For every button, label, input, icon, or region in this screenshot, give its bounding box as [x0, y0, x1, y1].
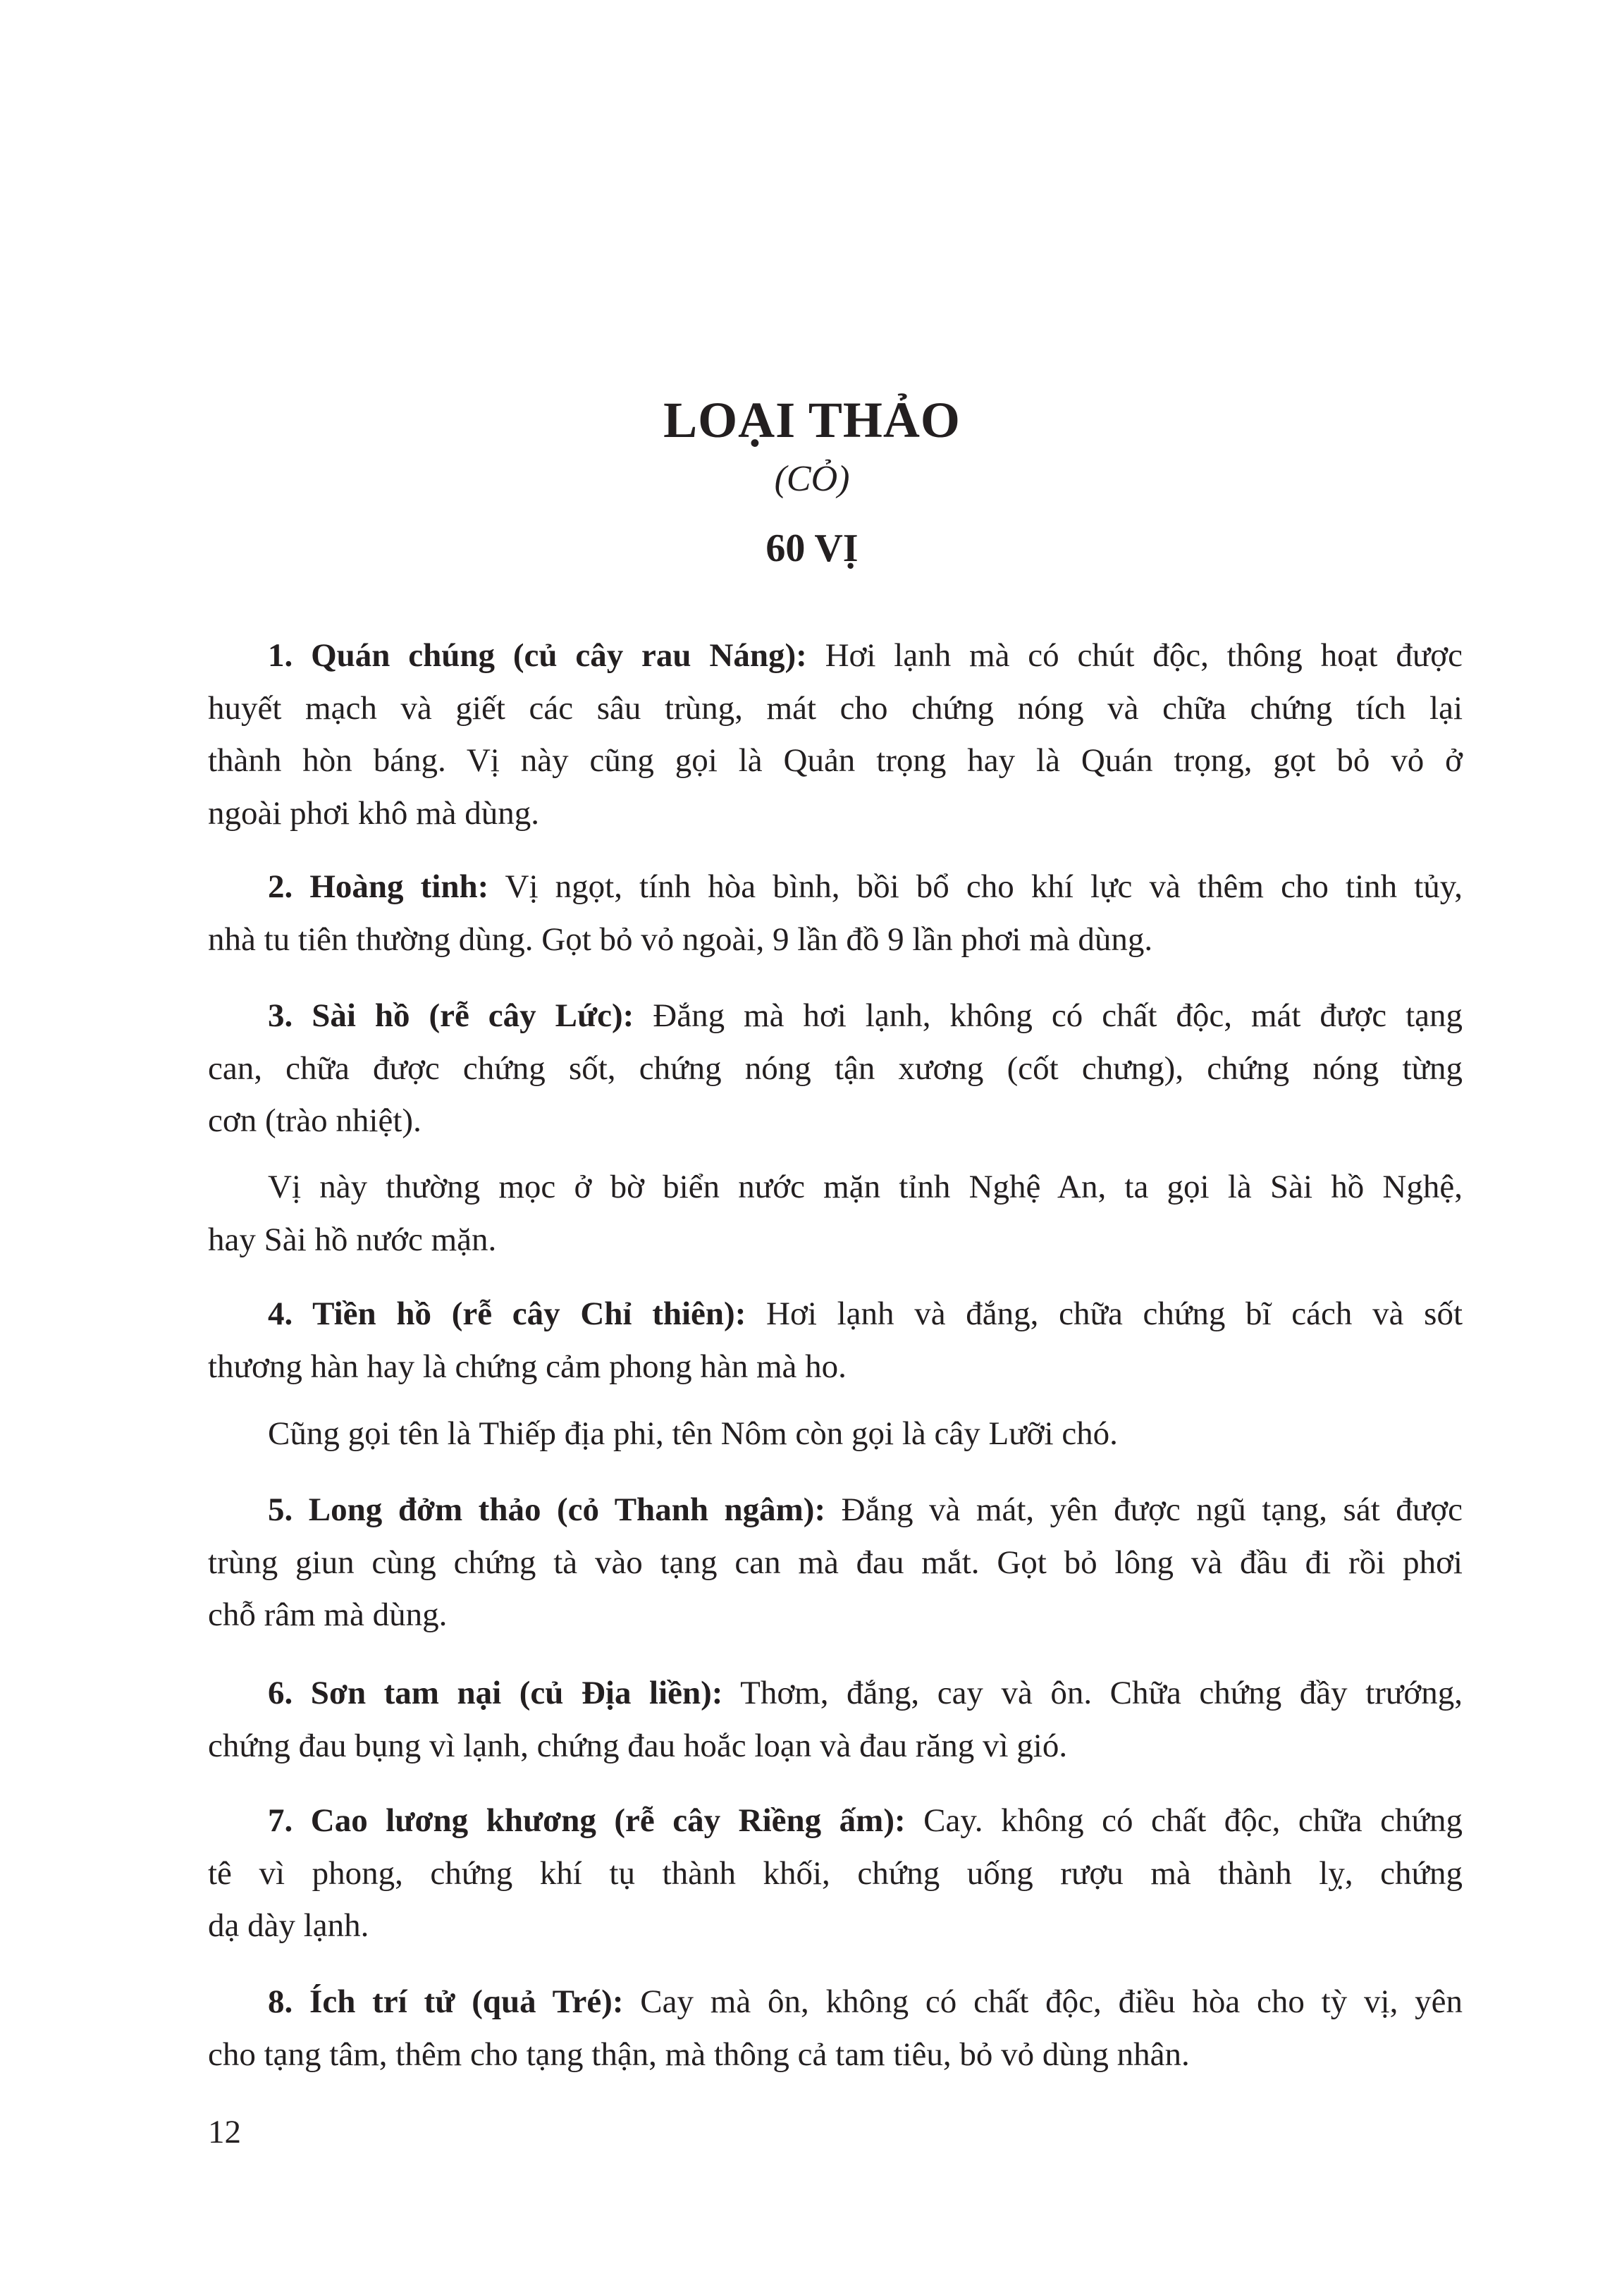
line-text: Cay. không có chất độc, chữa chứng [905, 1802, 1463, 1839]
line-text: chỗ râm mà dùng. [208, 1596, 448, 1633]
entry-heading: 7. Cao lương khương (rễ cây Riềng ấm): [268, 1802, 906, 1839]
paragraph-line [208, 1847, 1463, 1900]
paragraph [208, 1161, 1463, 1266]
line-text: thành hòn báng. Vị này cũng gọi là Quản trọng hay là Quán trọng, gọt bỏ vỏ ở [208, 742, 1463, 779]
paragraph [208, 1667, 1463, 1772]
paragraph-line [208, 1667, 1463, 1720]
chapter-title: LOẠI THẢO [663, 392, 961, 448]
paragraph-line [208, 1288, 1463, 1341]
line-text: trùng giun cùng chứng tà vào tạng can mà đau mắt. Gọt bỏ lông và đầu đi rồi phơi [208, 1544, 1463, 1581]
entry-heading: 4. Tiền hồ (rễ cây Chỉ thiên): [268, 1295, 746, 1332]
paragraph-line [208, 990, 1463, 1042]
chapter-subtitle: (CỎ) [774, 459, 850, 499]
paragraph-line [208, 629, 1463, 682]
paragraph-line [208, 2029, 1463, 2081]
line-text: Thơm, đắng, cay và ôn. Chữa chứng đầy trướng, [722, 1675, 1463, 1711]
entry-heading: 5. Long đởm thảo (cỏ Thanh ngâm): [268, 1491, 826, 1528]
line-text: Hơi lạnh và đắng, chữa chứng bĩ cách và sốt [746, 1295, 1463, 1332]
paragraph-line [208, 861, 1463, 913]
line-text: huyết mạch và giết các sâu trùng, mát cho chứng nóng và chữa chứng tích lại [208, 689, 1463, 727]
paragraph-line [208, 1408, 1463, 1460]
line-text: cho tạng tâm, thêm cho tạng thận, mà thông cả tam tiêu, bỏ vỏ dùng nhân. [208, 2036, 1190, 2073]
line-text: Vị ngọt, tính hòa bình, bồi bổ cho khí lực và thêm cho tinh tủy, [488, 868, 1463, 905]
entry-count: 60 VỊ [765, 527, 859, 570]
line-text: Hơi lạnh mà có chút độc, thông hoạt được [806, 637, 1463, 674]
line-text: tê vì phong, chứng khí tụ thành khối, chứng uống rượu mà thành lỵ, chứng [208, 1854, 1463, 1892]
paragraph [208, 990, 1463, 1147]
paragraph-line [208, 1484, 1463, 1537]
paragraph [208, 1288, 1463, 1393]
paragraph-line [208, 1900, 1463, 1952]
paragraph-line [208, 1589, 1463, 1642]
paragraph-line [208, 734, 1463, 787]
line-text: Đắng mà hơi lạnh, không có chất độc, mát được tạng [634, 997, 1463, 1034]
paragraph-line [208, 1976, 1463, 2029]
page-number: 12 [208, 2114, 241, 2150]
paragraph [208, 1795, 1463, 1952]
line-text: thương hàn hay là chứng cảm phong hàn mà ho. [208, 1348, 847, 1385]
paragraph-line [208, 1720, 1463, 1773]
paragraph [208, 1408, 1463, 1460]
paragraph [208, 1484, 1463, 1642]
line-text: Cay mà ôn, không có chất độc, điều hòa cho tỳ vị, yên [623, 1983, 1463, 2020]
paragraph-line [208, 1795, 1463, 1847]
line-text: hay Sài hồ nước mặn. [208, 1221, 497, 1258]
entry-heading: 1. Quán chúng (củ cây rau Náng): [268, 637, 807, 674]
line-text: dạ dày lạnh. [208, 1907, 369, 1944]
paragraph-line [208, 1537, 1463, 1589]
line-text: cơn (trào nhiệt). [208, 1102, 422, 1139]
entry-heading: 2. Hoàng tinh: [268, 868, 489, 905]
paragraph [208, 861, 1463, 966]
paragraph-line [208, 1161, 1463, 1214]
line-text: ngoài phơi khô mà dùng. [208, 794, 539, 832]
paragraph-line [208, 682, 1463, 735]
line-text: chứng đau bụng vì lạnh, chứng đau hoắc loạn và đau răng vì gió. [208, 1727, 1068, 1764]
paragraph-line [208, 913, 1463, 966]
entry-heading: 8. Ích trí tử (quả Tré): [268, 1983, 624, 2020]
paragraph [208, 1976, 1463, 2081]
entry-heading: 6. Sơn tam nại (củ Địa liền): [268, 1675, 723, 1711]
line-text: Cũng gọi tên là Thiếp địa phi, tên Nôm còn gọi là cây Lưỡi chó. [268, 1415, 1118, 1452]
paragraph-line [208, 1095, 1463, 1147]
line-text: can, chữa được chứng sốt, chứng nóng tận xương (cốt chưng), chứng nóng từng [208, 1049, 1463, 1087]
paragraph-line [208, 787, 1463, 840]
line-text: Vị này thường mọc ở bờ biển nước mặn tỉnh Nghệ An, ta gọi là Sài hồ Nghệ, [268, 1169, 1463, 1205]
line-text: nhà tu tiên thường dùng. Gọt bỏ vỏ ngoài, 9 lần đồ 9 lần phơi mà dùng. [208, 921, 1153, 958]
entry-heading: 3. Sài hồ (rễ cây Lức): [268, 997, 634, 1034]
paragraph [208, 629, 1463, 839]
paragraph-line [208, 1042, 1463, 1095]
paragraph-line [208, 1341, 1463, 1393]
paragraph-line [208, 1214, 1463, 1267]
line-text: Đắng và mát, yên được ngũ tạng, sát được [825, 1491, 1463, 1528]
